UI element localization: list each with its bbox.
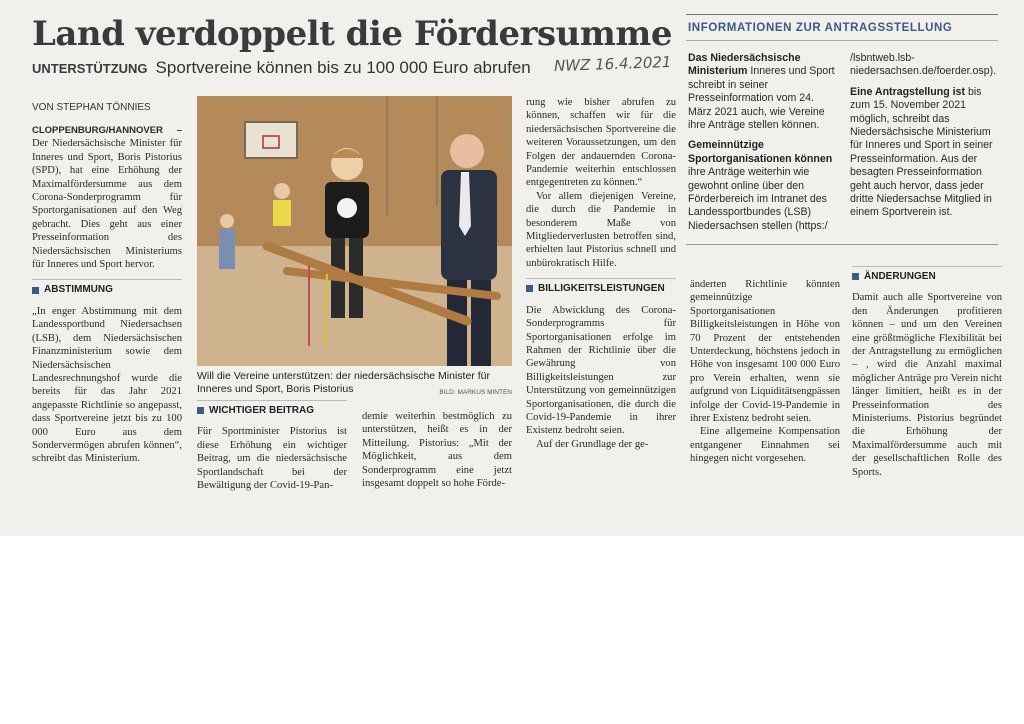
- section-head-abstimmung: ABSTIMMUNG: [32, 279, 182, 296]
- sidebar-b-text: ihre Anträge weiterhin wie gewohnt online über den Förderbereich im Intranet des Landessportbundes (LSB) Niedersachsen stellen (https:/: [688, 166, 828, 232]
- kicker: [32, 58, 531, 78]
- section-square-icon: [852, 273, 859, 280]
- sidebar-column-1: [688, 52, 838, 240]
- lead-label: CLOPPENBURG/HANNOVER –: [32, 125, 182, 136]
- col4-paragraph-4: Auf der Grundlage der ge-: [536, 438, 649, 450]
- sidebar-d-bold: Eine Antragstellung ist: [850, 85, 965, 98]
- section-head-aenderungen: ÄNDERUNGEN: [852, 266, 1002, 283]
- col2-paragraph-1: Für Sportminister Pistorius ist diese Erhöhung ein wichtiger Beitrag, um die niedersächsische Sportlandschaft bei der Bewältigung der Covid-19-Pan-: [197, 426, 347, 492]
- column-6: [852, 264, 1002, 479]
- column-5: [690, 278, 840, 466]
- sidebar-d-text: bis zum 15. November 2021 möglich, schreibt das Niedersächsische Ministerium für Inneres und Sport in seiner Presseinformation. Aus der besagten Presseinformation geht auch hervor, dass jeder dritte Niedersachse Mitglied in einem Sportverein ist.: [850, 85, 993, 219]
- section-square-icon: [197, 407, 204, 414]
- sidebar-b-bold: Gemeinnützige Sportorganisationen können: [688, 139, 833, 165]
- col4-paragraph-1: rung wie bisher abrufen zu können, schaffen wir für die niedersächsischen Sportvereine die weiteren Voraussetzungen, um den Folgen der andauernden Corona-Pandemie weiterhin entschlossen entgegentreten zu können.“: [526, 97, 676, 189]
- sidebar-a-bold: Das Niedersächsische Ministerium: [688, 52, 801, 78]
- handwritten-note: NWZ 16.4.2021: [553, 52, 672, 76]
- sidebar-c-text: /lsbntweb.lsb-niedersachsen.de/foerder.osp).: [850, 52, 997, 78]
- sidebar-top-rule: [686, 14, 998, 15]
- column-3: [362, 410, 512, 490]
- kicker-text: Sportvereine können bis zu 100 000 Euro abrufen: [155, 58, 531, 77]
- section-square-icon: [32, 287, 39, 294]
- col5-paragraph-2: Eine allgemeine Kompensation entgangener Einnahmen sei hingegen nicht vorgesehen.: [690, 426, 840, 465]
- headline: Land verdoppelt die Fördersumme: [32, 14, 672, 54]
- col4-paragraph-3: Die Abwicklung des Corona-Sonderprogramms für Sportorganisationen erfolge im Rahmen der Richtlinie über die Gewährung von Billigkeitsleistungen zur Unterstützung von gemeinnützigen Sportorganisationen, die durch die Covid-19-Pandemie in ihrer Existenz bedroht seien.: [526, 304, 676, 437]
- photo-caption: Will die Vereine unterstützen: der niedersächsische Minister für Inneres und Sport, Boris Pistorius BILD: MARKUS MINTEN: [197, 370, 512, 399]
- sidebar-column-2: [850, 52, 1000, 227]
- sidebar-title-rule: [686, 40, 998, 41]
- column-2: [197, 398, 347, 492]
- col1-paragraph-1: Der Niedersächsische Minister für Inneres und Sport, Boris Pistorius (SPD), hat eine Erhöhung der Maximalfördersumme aus dem Corona-Sonderprogramm für Sportorganisationen auf den Weg gebracht. Dies geht aus einer Presseinformation des Niedersächsischen Ministeriums für Inneres und Sport hervor.: [32, 138, 182, 271]
- photo-credit: BILD: MARKUS MINTEN: [439, 389, 512, 396]
- gym-scene-illustration: [197, 96, 512, 366]
- section-head-wichtiger-beitrag: WICHTIGER BEITRAG: [197, 400, 347, 417]
- kicker-label: UNTERSTÜTZUNG: [32, 61, 148, 76]
- sidebar-a-text: Inneres und Sport schreibt in seiner Presseinformation vom 24. März 2021 auch, wie Vereine ihre Anträge stellen können.: [688, 65, 835, 132]
- col3-paragraph-1: demie weiterhin bestmöglich zu unterstützen, heißt es in der Mitteilung. Pistorius: „Mit der Möglichkeit, aus dem Sonderprogramm eine jetzt insgesamt doppelt so hohe Förde-: [362, 411, 512, 490]
- section-head-billigkeitsleistungen: BILLIGKEITSLEISTUNGEN: [526, 278, 676, 295]
- col1-paragraph-2: „In enger Abstimmung mit dem Landessportbund Niedersachsen (LSB), dem Niedersächsischen Finanzministerium sowie dem Niedersächsischen Landesrechnungshof wurde die bereits für das Jahr 2021 angepasste Richtlinie so angepasst, dass Sportvereine jetzt bis zu 100 000 Euro aus dem Sondervermögen abrufen können“, schreibt das Ministerium.: [32, 305, 182, 465]
- col6-paragraph-1: Damit auch alle Sportvereine von den Änderungen profitieren können – und um den Vereinen eine größtmögliche Flexibilität bei der Antragstellung zu ermöglichen – , wird die Anzahl maximal möglicher Anträge pro Verein nicht länger limitiert, heißt es in der Presseinformation des Ministeriums. Pistorius begründet die Erhöhung der Maximalfördersumme auch mit der gesellschaftlichen Rolle des Sports.: [852, 292, 1002, 478]
- byline: VON STEPHAN TÖNNIES: [32, 102, 151, 113]
- col4-paragraph-2: Vor allem diejenigen Vereine, die durch die Pandemie in besonderem Maße von Mitgliederverlusten betroffen sind, erhielten laut Pistorius schnell und unbürokratisch Hilfe.: [526, 190, 676, 269]
- sidebar-title: INFORMATIONEN ZUR ANTRAGSSTELLUNG: [688, 22, 953, 34]
- article-photo: [197, 96, 512, 366]
- section-square-icon: [526, 285, 533, 292]
- column-4: [526, 96, 676, 451]
- column-1: [32, 124, 182, 466]
- sidebar-bottom-rule: [686, 244, 998, 245]
- col5-paragraph-1: änderten Richtlinie könnten gemeinnützige Sportorganisationen Billigkeitsleistungen in Höhe von 70 Prozent der entstehenden Unterdeckung, höchstens jedoch in Höhe von insgesamt 100 000 Euro pro Verein erhalten, wenn sie aufgrund von Liquiditätsengpässen infolge der Covid-19-Pandemie in ihrer Existenz bedroht seien.: [690, 279, 840, 425]
